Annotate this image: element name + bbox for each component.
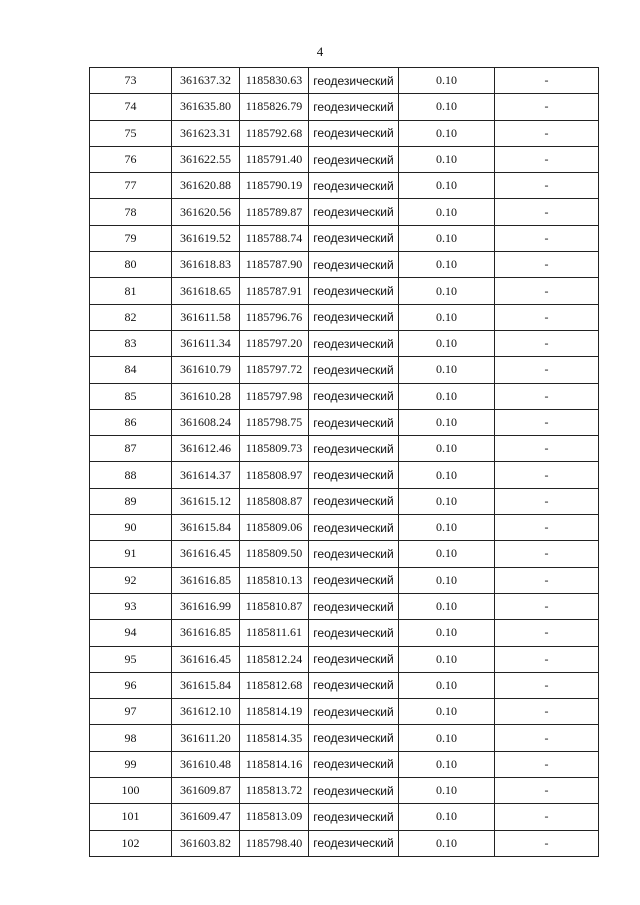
x-coordinate-cell: 361615.84: [172, 672, 240, 698]
y-coordinate-cell: 1185808.87: [240, 488, 309, 514]
point-number-cell: 81: [90, 278, 172, 304]
point-number-cell: 86: [90, 409, 172, 435]
table-row: [90, 278, 599, 304]
point-number-cell: 96: [90, 672, 172, 698]
table-row: [90, 383, 599, 409]
point-number-cell: 102: [90, 830, 172, 856]
table-row: [90, 173, 599, 199]
x-coordinate-cell: 361610.79: [172, 357, 240, 383]
method-cell: геодезический: [309, 357, 399, 383]
x-coordinate-cell: 361637.32: [172, 68, 240, 94]
accuracy-cell: 0.10: [399, 462, 495, 488]
point-number-cell: 88: [90, 462, 172, 488]
accuracy-cell: 0.10: [399, 199, 495, 225]
note-cell: -: [495, 699, 599, 725]
method-cell: геодезический: [309, 120, 399, 146]
y-coordinate-cell: 1185797.72: [240, 357, 309, 383]
accuracy-cell: 0.10: [399, 304, 495, 330]
x-coordinate-cell: 361616.45: [172, 541, 240, 567]
accuracy-cell: 0.10: [399, 830, 495, 856]
table-row: [90, 593, 599, 619]
note-cell: -: [495, 620, 599, 646]
point-number-cell: 89: [90, 488, 172, 514]
note-cell: -: [495, 462, 599, 488]
point-number-cell: 83: [90, 330, 172, 356]
method-cell: геодезический: [309, 383, 399, 409]
point-number-cell: 79: [90, 225, 172, 251]
y-coordinate-cell: 1185810.13: [240, 567, 309, 593]
accuracy-cell: 0.10: [399, 436, 495, 462]
y-coordinate-cell: 1185796.76: [240, 304, 309, 330]
point-number-cell: 80: [90, 252, 172, 278]
accuracy-cell: 0.10: [399, 567, 495, 593]
x-coordinate-cell: 361614.37: [172, 462, 240, 488]
method-cell: геодезический: [309, 173, 399, 199]
point-number-cell: 97: [90, 699, 172, 725]
table-row: [90, 620, 599, 646]
point-number-cell: 84: [90, 357, 172, 383]
y-coordinate-cell: 1185798.40: [240, 830, 309, 856]
accuracy-cell: 0.10: [399, 751, 495, 777]
x-coordinate-cell: 361611.20: [172, 725, 240, 751]
point-number-cell: 101: [90, 804, 172, 830]
coordinates-table: [89, 67, 599, 857]
point-number-cell: 76: [90, 146, 172, 172]
method-cell: геодезический: [309, 593, 399, 619]
note-cell: -: [495, 94, 599, 120]
x-coordinate-cell: 361616.85: [172, 620, 240, 646]
point-number-cell: 100: [90, 778, 172, 804]
x-coordinate-cell: 361611.34: [172, 330, 240, 356]
note-cell: -: [495, 567, 599, 593]
y-coordinate-cell: 1185787.91: [240, 278, 309, 304]
note-cell: -: [495, 778, 599, 804]
method-cell: геодезический: [309, 672, 399, 698]
note-cell: -: [495, 488, 599, 514]
method-cell: геодезический: [309, 462, 399, 488]
method-cell: геодезический: [309, 699, 399, 725]
y-coordinate-cell: 1185813.09: [240, 804, 309, 830]
y-coordinate-cell: 1185814.19: [240, 699, 309, 725]
point-number-cell: 75: [90, 120, 172, 146]
point-number-cell: 73: [90, 68, 172, 94]
method-cell: геодезический: [309, 515, 399, 541]
note-cell: -: [495, 330, 599, 356]
x-coordinate-cell: 361612.46: [172, 436, 240, 462]
table-row: [90, 120, 599, 146]
note-cell: -: [495, 830, 599, 856]
table-row: [90, 409, 599, 435]
point-number-cell: 90: [90, 515, 172, 541]
note-cell: -: [495, 409, 599, 435]
point-number-cell: 87: [90, 436, 172, 462]
accuracy-cell: 0.10: [399, 278, 495, 304]
point-number-cell: 85: [90, 383, 172, 409]
accuracy-cell: 0.10: [399, 672, 495, 698]
accuracy-cell: 0.10: [399, 593, 495, 619]
table-row: [90, 357, 599, 383]
x-coordinate-cell: 361615.84: [172, 515, 240, 541]
note-cell: -: [495, 672, 599, 698]
accuracy-cell: 0.10: [399, 620, 495, 646]
x-coordinate-cell: 361620.88: [172, 173, 240, 199]
coordinates-table-body: [90, 68, 599, 857]
y-coordinate-cell: 1185798.75: [240, 409, 309, 435]
method-cell: геодезический: [309, 252, 399, 278]
method-cell: геодезический: [309, 620, 399, 646]
point-number-cell: 94: [90, 620, 172, 646]
note-cell: -: [495, 515, 599, 541]
method-cell: геодезический: [309, 68, 399, 94]
table-row: [90, 672, 599, 698]
page-number: 4: [316, 44, 324, 59]
method-cell: геодезический: [309, 488, 399, 514]
y-coordinate-cell: 1185797.98: [240, 383, 309, 409]
y-coordinate-cell: 1185788.74: [240, 225, 309, 251]
note-cell: -: [495, 252, 599, 278]
point-number-cell: 92: [90, 567, 172, 593]
table-row: [90, 304, 599, 330]
method-cell: геодезический: [309, 304, 399, 330]
note-cell: -: [495, 593, 599, 619]
note-cell: -: [495, 436, 599, 462]
note-cell: -: [495, 146, 599, 172]
point-number-cell: 78: [90, 199, 172, 225]
x-coordinate-cell: 361616.45: [172, 646, 240, 672]
table-row: [90, 488, 599, 514]
y-coordinate-cell: 1185809.50: [240, 541, 309, 567]
x-coordinate-cell: 361611.58: [172, 304, 240, 330]
x-coordinate-cell: 361615.12: [172, 488, 240, 514]
method-cell: геодезический: [309, 436, 399, 462]
y-coordinate-cell: 1185809.73: [240, 436, 309, 462]
accuracy-cell: 0.10: [399, 778, 495, 804]
note-cell: -: [495, 120, 599, 146]
note-cell: -: [495, 541, 599, 567]
x-coordinate-cell: 361618.83: [172, 252, 240, 278]
method-cell: геодезический: [309, 409, 399, 435]
method-cell: геодезический: [309, 804, 399, 830]
accuracy-cell: 0.10: [399, 146, 495, 172]
point-number-cell: 91: [90, 541, 172, 567]
method-cell: геодезический: [309, 541, 399, 567]
point-number-cell: 93: [90, 593, 172, 619]
method-cell: геодезический: [309, 278, 399, 304]
method-cell: геодезический: [309, 751, 399, 777]
accuracy-cell: 0.10: [399, 804, 495, 830]
x-coordinate-cell: 361619.52: [172, 225, 240, 251]
accuracy-cell: 0.10: [399, 725, 495, 751]
accuracy-cell: 0.10: [399, 68, 495, 94]
y-coordinate-cell: 1185797.20: [240, 330, 309, 356]
y-coordinate-cell: 1185813.72: [240, 778, 309, 804]
y-coordinate-cell: 1185810.87: [240, 593, 309, 619]
x-coordinate-cell: 361623.31: [172, 120, 240, 146]
table-row: [90, 252, 599, 278]
accuracy-cell: 0.10: [399, 488, 495, 514]
table-row: [90, 804, 599, 830]
table-row: [90, 199, 599, 225]
accuracy-cell: 0.10: [399, 94, 495, 120]
method-cell: геодезический: [309, 567, 399, 593]
method-cell: геодезический: [309, 778, 399, 804]
method-cell: геодезический: [309, 94, 399, 120]
x-coordinate-cell: 361616.85: [172, 567, 240, 593]
method-cell: геодезический: [309, 830, 399, 856]
accuracy-cell: 0.10: [399, 173, 495, 199]
x-coordinate-cell: 361609.47: [172, 804, 240, 830]
accuracy-cell: 0.10: [399, 252, 495, 278]
x-coordinate-cell: 361635.80: [172, 94, 240, 120]
table-row: [90, 94, 599, 120]
x-coordinate-cell: 361612.10: [172, 699, 240, 725]
method-cell: геодезический: [309, 225, 399, 251]
note-cell: -: [495, 68, 599, 94]
x-coordinate-cell: 361622.55: [172, 146, 240, 172]
table-row: [90, 225, 599, 251]
accuracy-cell: 0.10: [399, 225, 495, 251]
note-cell: -: [495, 646, 599, 672]
accuracy-cell: 0.10: [399, 357, 495, 383]
accuracy-cell: 0.10: [399, 646, 495, 672]
y-coordinate-cell: 1185792.68: [240, 120, 309, 146]
x-coordinate-cell: 361610.48: [172, 751, 240, 777]
method-cell: геодезический: [309, 199, 399, 225]
y-coordinate-cell: 1185812.68: [240, 672, 309, 698]
accuracy-cell: 0.10: [399, 330, 495, 356]
table-row: [90, 646, 599, 672]
table-row: [90, 330, 599, 356]
table-row: [90, 567, 599, 593]
point-number-cell: 95: [90, 646, 172, 672]
accuracy-cell: 0.10: [399, 541, 495, 567]
accuracy-cell: 0.10: [399, 409, 495, 435]
note-cell: -: [495, 199, 599, 225]
y-coordinate-cell: 1185830.63: [240, 68, 309, 94]
table-row: [90, 725, 599, 751]
x-coordinate-cell: 361608.24: [172, 409, 240, 435]
y-coordinate-cell: 1185791.40: [240, 146, 309, 172]
point-number-cell: 82: [90, 304, 172, 330]
point-number-cell: 74: [90, 94, 172, 120]
table-row: [90, 830, 599, 856]
y-coordinate-cell: 1185789.87: [240, 199, 309, 225]
y-coordinate-cell: 1185790.19: [240, 173, 309, 199]
method-cell: геодезический: [309, 146, 399, 172]
point-number-cell: 77: [90, 173, 172, 199]
point-number-cell: 99: [90, 751, 172, 777]
y-coordinate-cell: 1185814.35: [240, 725, 309, 751]
y-coordinate-cell: 1185814.16: [240, 751, 309, 777]
note-cell: -: [495, 751, 599, 777]
table-row: [90, 699, 599, 725]
note-cell: -: [495, 383, 599, 409]
note-cell: -: [495, 173, 599, 199]
y-coordinate-cell: 1185811.61: [240, 620, 309, 646]
accuracy-cell: 0.10: [399, 699, 495, 725]
x-coordinate-cell: 361609.87: [172, 778, 240, 804]
point-number-cell: 98: [90, 725, 172, 751]
x-coordinate-cell: 361616.99: [172, 593, 240, 619]
accuracy-cell: 0.10: [399, 515, 495, 541]
note-cell: -: [495, 278, 599, 304]
table-row: [90, 541, 599, 567]
method-cell: геодезический: [309, 725, 399, 751]
table-row: [90, 68, 599, 94]
x-coordinate-cell: 361618.65: [172, 278, 240, 304]
table-row: [90, 515, 599, 541]
note-cell: -: [495, 725, 599, 751]
method-cell: геодезический: [309, 330, 399, 356]
x-coordinate-cell: 361620.56: [172, 199, 240, 225]
table-row: [90, 751, 599, 777]
accuracy-cell: 0.10: [399, 383, 495, 409]
x-coordinate-cell: 361610.28: [172, 383, 240, 409]
y-coordinate-cell: 1185826.79: [240, 94, 309, 120]
method-cell: геодезический: [309, 646, 399, 672]
table-row: [90, 146, 599, 172]
x-coordinate-cell: 361603.82: [172, 830, 240, 856]
note-cell: -: [495, 357, 599, 383]
note-cell: -: [495, 225, 599, 251]
y-coordinate-cell: 1185812.24: [240, 646, 309, 672]
note-cell: -: [495, 304, 599, 330]
y-coordinate-cell: 1185787.90: [240, 252, 309, 278]
note-cell: -: [495, 804, 599, 830]
table-row: [90, 436, 599, 462]
accuracy-cell: 0.10: [399, 120, 495, 146]
y-coordinate-cell: 1185808.97: [240, 462, 309, 488]
table-row: [90, 462, 599, 488]
y-coordinate-cell: 1185809.06: [240, 515, 309, 541]
table-row: [90, 778, 599, 804]
